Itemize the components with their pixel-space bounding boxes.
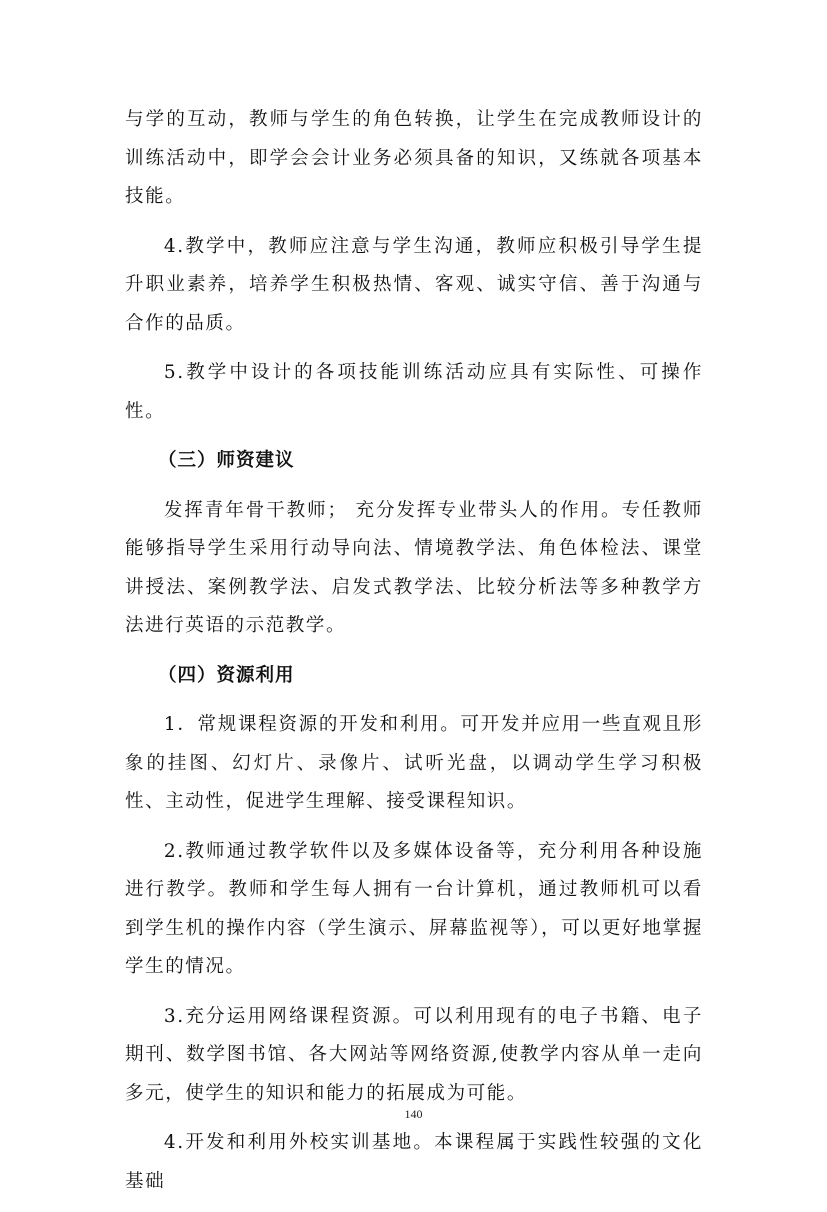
paragraph-resource-1: 1．常规课程资源的开发和利用。可开发并应用一些直观且形象的挂图、幻灯片、录像片、试听光盘，以调动学生学习积极性、主动性，促进学生理解、接受课程知识。: [125, 714, 703, 812]
paragraph-resource-2: 2.教师通过教学软件以及多媒体设备等，充分利用各种设施进行教学。教师和学生每人拥有一台计算机，通过教师机可以看到学生机的操作内容（学生演示、屏幕监视等），可以更好地掌握学生的情况。: [125, 840, 703, 977]
paragraph-resource-3: 3.充分运用网络课程资源。可以利用现有的电子书籍、电子期刊、数学图书馆、各大网站等网络资源,使教学内容从单一走向多元，使学生的知识和能力的拓展成为可能。: [125, 1005, 703, 1104]
page-number: 140: [404, 1107, 423, 1121]
paragraph-teachers: 发挥青年骨干教师； 充分发挥专业带头人的作用。专任教师能够指导学生采用行动导向法、情境教学法、角色体检法、课堂讲授法、案例教学法、启发式教学法、比较分析法等多种教学方法进行英语的示范教学。: [125, 499, 703, 636]
paragraph-resource-4: 4.开发和利用外校实训基地。本课程属于实践性较强的文化基础: [125, 1132, 703, 1192]
paragraph-item-5: 5.教学中设计的各项技能训练活动应具有实际性、可操作性。: [125, 362, 703, 422]
paragraph-continuation: 与学的互动，教师与学生的角色转换，让学生在完成教师设计的训练活动中，即学会会计业务必须具备的知识，又练就各项基本技能。: [125, 109, 703, 207]
section-heading-resources: （四）资源利用: [158, 664, 295, 686]
document-body: [125, 101, 703, 1212]
paragraph-item-4: 4.教学中，教师应注意与学生沟通，教师应积极引导学生提升职业素养，培养学生积极热情、客观、诚实守信、善于沟通与合作的品质。: [125, 235, 703, 334]
section-heading-teachers: （三）师资建议: [158, 450, 295, 471]
